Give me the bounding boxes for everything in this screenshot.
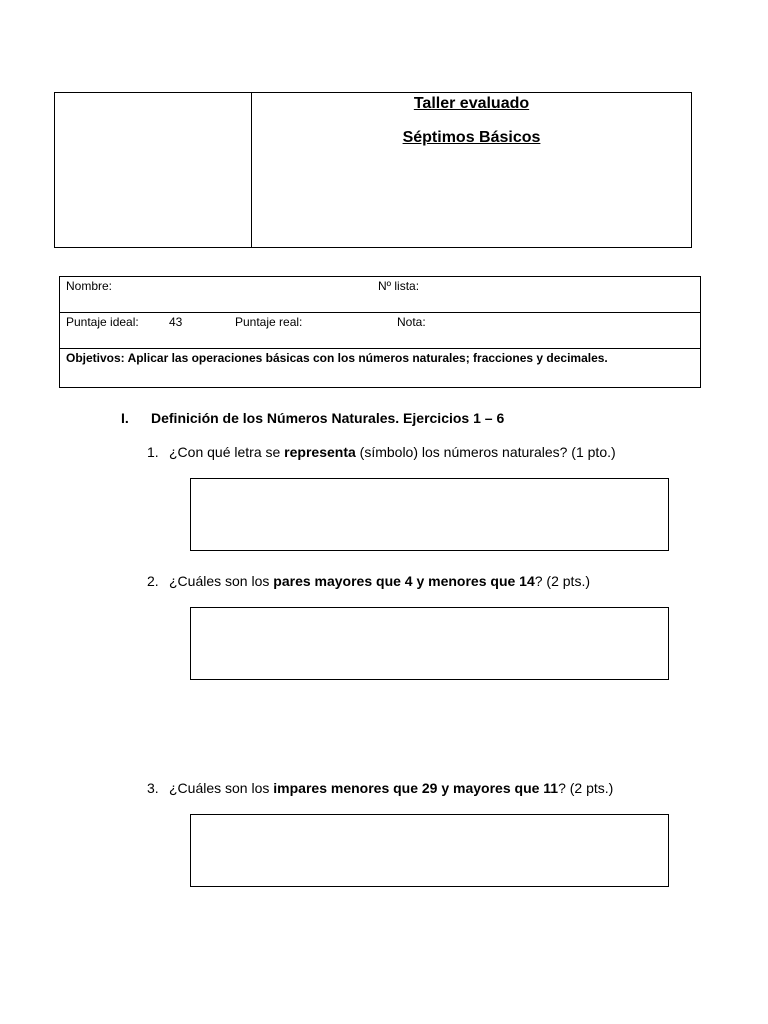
- question-text-post: ? (2 pts.): [534, 573, 590, 589]
- section-title-text: Definición de los Números Naturales. Ejercicios 1 – 6: [151, 410, 505, 426]
- document-subtitle: Séptimos Básicos: [402, 129, 541, 146]
- question-text-bold: pares mayores que 4 y menores que 14: [273, 573, 535, 589]
- objetivos-text: Objetivos: Aplicar las operaciones básicas con los números naturales; fracciones y decimales.: [66, 351, 608, 365]
- puntaje-ideal-value: 43: [169, 315, 183, 329]
- question-number: 3.: [147, 780, 159, 796]
- question-text-post: ? (2 pts.): [558, 780, 614, 796]
- header-box: [54, 92, 692, 248]
- question-text-bold: representa: [284, 444, 356, 460]
- nombre-label: Nombre:: [66, 279, 113, 293]
- document-title: Taller evaluado: [413, 95, 530, 112]
- lista-label: Nº lista:: [378, 279, 420, 293]
- question-1: [147, 444, 616, 460]
- student-info-table: [59, 276, 701, 388]
- question-2: [147, 573, 590, 589]
- answer-box-2[interactable]: [190, 607, 669, 680]
- question-text-post: (símbolo) los números naturales? (1 pto.): [355, 444, 616, 460]
- question-text-pre: ¿Con qué letra se: [169, 444, 285, 460]
- section-numeral: I.: [121, 410, 129, 426]
- info-row-objectives: [60, 349, 700, 387]
- answer-box-3[interactable]: [190, 814, 669, 887]
- logo-area: [55, 93, 252, 247]
- question-text-pre: ¿Cuáles son los: [169, 780, 274, 796]
- info-row-score: [60, 313, 700, 349]
- question-number: 1.: [147, 444, 159, 460]
- question-3: [147, 780, 613, 796]
- puntaje-ideal-label: Puntaje ideal:: [66, 315, 139, 329]
- nota-label: Nota:: [397, 315, 426, 329]
- question-text-bold: impares menores que 29 y mayores que 11: [273, 780, 559, 796]
- question-text-pre: ¿Cuáles son los: [169, 573, 274, 589]
- question-number: 2.: [147, 573, 159, 589]
- puntaje-real-label: Puntaje real:: [235, 315, 303, 329]
- answer-box-1[interactable]: [190, 478, 669, 551]
- section-heading: [121, 410, 504, 426]
- header-title-area: [252, 93, 691, 247]
- info-row-name: [60, 277, 700, 313]
